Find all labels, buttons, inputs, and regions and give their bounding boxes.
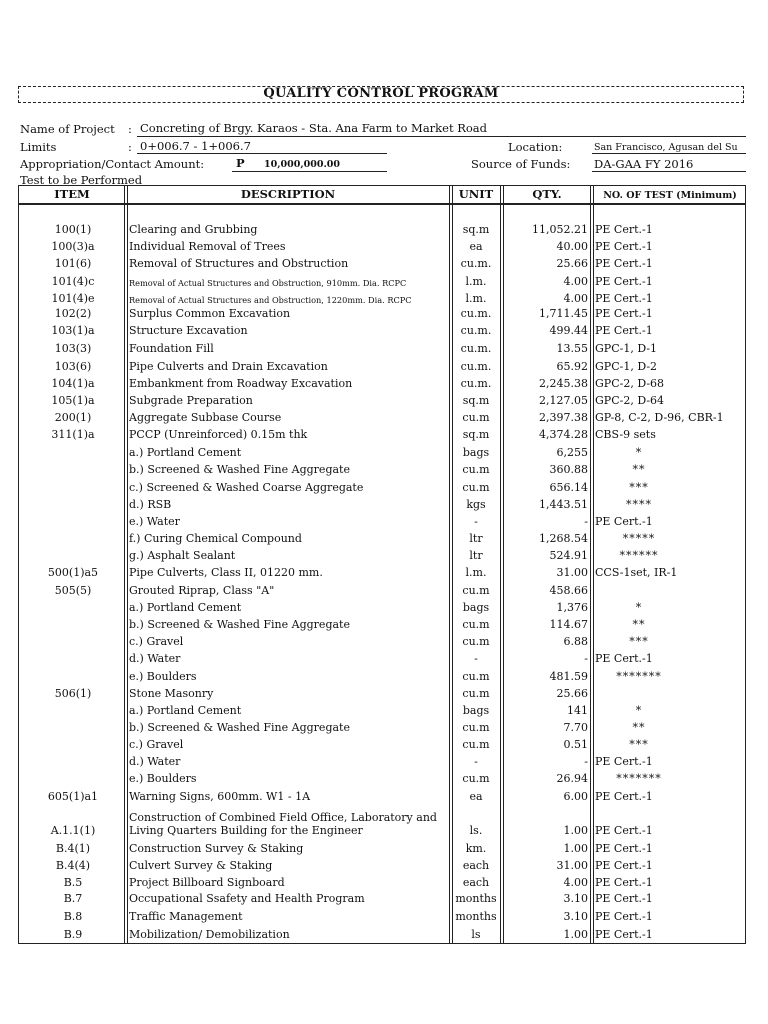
qty-cell: 360.88 <box>549 463 588 476</box>
test-cell: PE Cert.-1 <box>595 755 653 768</box>
unit-cell: l.m. <box>465 566 487 579</box>
test-cell: * <box>635 704 643 717</box>
funds-label: Source of Funds: <box>471 157 571 171</box>
test-cell: *** <box>629 481 649 494</box>
test-cell: ****** <box>619 549 659 562</box>
test-cell: GPC-1, D-1 <box>595 342 658 355</box>
qty-cell: 1,268.54 <box>539 532 588 545</box>
item-cell: 605(1)a1 <box>47 790 99 803</box>
unit-cell: - <box>474 755 478 768</box>
test-cell: PE Cert.-1 <box>595 892 653 905</box>
limits-colon: : <box>128 140 132 154</box>
amount-underline <box>232 171 387 172</box>
unit-cell: cu.m <box>462 772 490 785</box>
location-label: Location: <box>508 140 563 154</box>
table-row <box>0 790 768 807</box>
table-row <box>0 704 768 721</box>
test-cell: **** <box>626 498 652 511</box>
item-cell: 505(5) <box>54 584 92 597</box>
item-cell: B.5 <box>63 876 83 889</box>
item-cell: 103(1)a <box>51 324 95 337</box>
test-cell: ** <box>632 618 646 631</box>
item-cell: 101(6) <box>54 257 92 270</box>
qty-cell: 6.00 <box>563 790 588 803</box>
header-item: ITEM <box>54 187 90 201</box>
table-row <box>0 498 768 515</box>
qty-cell: 1.00 <box>563 842 588 855</box>
table-row <box>0 324 768 341</box>
qty-cell: - <box>584 755 588 768</box>
table-row <box>0 223 768 240</box>
description-cell: Culvert Survey & Staking <box>129 859 273 872</box>
table-row <box>0 307 768 324</box>
test-cell: GP-8, C-2, D-96, CBR-1 <box>595 411 724 424</box>
location-value: San Francisco, Agusan del Su <box>594 142 738 153</box>
table-row <box>0 618 768 635</box>
description-cell: Aggregate Subbase Course <box>129 411 282 424</box>
description-cell: Foundation Fill <box>129 342 214 355</box>
unit-cell: cu.m <box>462 618 490 631</box>
qty-cell: 40.00 <box>556 240 588 253</box>
qty-cell: 1,376 <box>556 601 588 614</box>
item-cell: 506(1) <box>54 687 92 700</box>
qty-cell: 31.00 <box>556 859 588 872</box>
item-cell: 102(2) <box>54 307 92 320</box>
table-row <box>0 275 768 292</box>
qty-cell: 3.10 <box>563 910 588 923</box>
table-row <box>0 652 768 669</box>
table-row <box>0 411 768 428</box>
table-row <box>0 755 768 772</box>
unit-cell: cu.m <box>462 738 490 751</box>
unit-cell: cu.m <box>462 687 490 700</box>
test-cell: PE Cert.-1 <box>595 324 653 337</box>
qty-cell: 6,255 <box>556 446 588 459</box>
test-cell: ******* <box>616 670 662 683</box>
currency-symbol: P <box>236 156 245 170</box>
qty-cell: 2,245.38 <box>539 377 588 390</box>
unit-cell: sq.m <box>462 223 490 236</box>
header-description: DESCRIPTION <box>240 187 336 201</box>
unit-cell: sq.m <box>462 428 490 441</box>
description-cell: Subgrade Preparation <box>129 394 253 407</box>
qty-cell: 2,397.38 <box>539 411 588 424</box>
item-cell: 104(1)a <box>51 377 95 390</box>
unit-cell: ea <box>469 790 483 803</box>
unit-cell: ltr <box>469 532 483 545</box>
item-cell: 100(3)a <box>51 240 95 253</box>
description-cell: Stone Masonry <box>129 687 214 700</box>
table-row <box>0 824 768 841</box>
description-cell: b.) Screened & Washed Fine Aggregate <box>129 721 350 734</box>
qty-cell: 25.66 <box>556 257 588 270</box>
qty-cell: 1.00 <box>563 824 588 837</box>
test-cell: PE Cert.-1 <box>595 515 653 528</box>
qty-cell: 481.59 <box>549 670 588 683</box>
qty-cell: 4.00 <box>563 292 588 305</box>
description-cell: Clearing and Grubbing <box>129 223 258 236</box>
unit-cell: - <box>474 515 478 528</box>
description-cell: PCCP (Unreinforced) 0.15m thk <box>129 428 308 441</box>
unit-cell: cu.m. <box>460 324 492 337</box>
description-cell: Traffic Management <box>129 910 243 923</box>
qty-cell: 31.00 <box>556 566 588 579</box>
unit-cell: cu.m. <box>460 342 492 355</box>
description-cell: Surplus Common Excavation <box>129 307 291 320</box>
unit-cell: cu.m <box>462 635 490 648</box>
item-cell: B.8 <box>63 910 83 923</box>
qty-cell: 0.51 <box>563 738 588 751</box>
table-row <box>0 257 768 274</box>
table-row <box>0 928 768 945</box>
table-row <box>0 481 768 498</box>
item-cell: 105(1)a <box>51 394 95 407</box>
test-cell: PE Cert.-1 <box>595 257 653 270</box>
qty-cell: 13.55 <box>556 342 588 355</box>
unit-cell: km. <box>465 842 487 855</box>
unit-cell: ltr <box>469 549 483 562</box>
table-row <box>0 859 768 876</box>
qty-cell: 4.00 <box>563 876 588 889</box>
table-row <box>0 842 768 859</box>
funds-value: DA-GAA FY 2016 <box>594 157 694 171</box>
test-cell: PE Cert.-1 <box>595 275 653 288</box>
amount-value: 10,000,000.00 <box>264 159 341 170</box>
table-row <box>0 635 768 652</box>
qty-cell: 499.44 <box>549 324 588 337</box>
description-cell: d.) Water <box>129 652 181 665</box>
unit-cell: months <box>455 892 497 905</box>
table-row <box>0 446 768 463</box>
description-cell: d.) Water <box>129 755 181 768</box>
unit-cell: cu.m. <box>460 360 492 373</box>
description-cell: Project Billboard Signboard <box>129 876 285 889</box>
qty-cell: 458.66 <box>549 584 588 597</box>
item-cell: 500(1)a5 <box>47 566 99 579</box>
description-cell: Living Quarters Building for the Engineer <box>129 824 363 837</box>
description-cell-line1: Construction of Combined Field Office, Laboratory and <box>129 811 437 824</box>
location-underline <box>592 153 746 154</box>
unit-cell: each <box>462 859 490 872</box>
test-cell: CCS-1set, IR-1 <box>595 566 678 579</box>
table-row <box>0 549 768 566</box>
description-cell: a.) Portland Cement <box>129 704 242 717</box>
table-row <box>0 772 768 789</box>
unit-cell: ea <box>469 240 483 253</box>
qty-cell: 26.94 <box>556 772 588 785</box>
description-cell: a.) Portland Cement <box>129 446 242 459</box>
test-cell: *** <box>629 738 649 751</box>
description-cell: Pipe Culverts and Drain Excavation <box>129 360 328 373</box>
qty-cell: 1,711.45 <box>539 307 588 320</box>
description-cell: e.) Boulders <box>129 772 197 785</box>
test-cell: * <box>635 601 643 614</box>
test-cell: PE Cert.-1 <box>595 652 653 665</box>
table-row <box>0 566 768 583</box>
item-cell: A.1.1(1) <box>50 824 96 837</box>
qty-cell: 656.14 <box>549 481 588 494</box>
test-cell: GPC-1, D-2 <box>595 360 658 373</box>
item-cell: B.4(1) <box>55 842 91 855</box>
description-cell: b.) Screened & Washed Fine Aggregate <box>129 618 350 631</box>
qty-cell: 4.00 <box>563 275 588 288</box>
description-cell: Occupational Ssafety and Health Program <box>129 892 365 905</box>
qty-cell: 4,374.28 <box>539 428 588 441</box>
test-cell: PE Cert.-1 <box>595 842 653 855</box>
item-cell: 311(1)a <box>51 428 95 441</box>
test-cell: PE Cert.-1 <box>595 876 653 889</box>
table-row <box>0 687 768 704</box>
item-cell: 100(1) <box>54 223 92 236</box>
table-row <box>0 428 768 445</box>
page-title: QUALITY CONTROL PROGRAM <box>263 86 499 101</box>
unit-cell: cu.m <box>462 481 490 494</box>
qty-cell: - <box>584 652 588 665</box>
test-cell: PE Cert.-1 <box>595 223 653 236</box>
limits-value: 0+006.7 - 1+006.7 <box>140 139 251 153</box>
unit-cell: kgs <box>466 498 486 511</box>
header-tests: NO. OF TEST (Minimum) <box>603 190 737 201</box>
test-cell: PE Cert.-1 <box>595 292 653 305</box>
description-cell: b.) Screened & Washed Fine Aggregate <box>129 463 350 476</box>
unit-cell: cu.m <box>462 411 490 424</box>
description-cell: Removal of Actual Structures and Obstruction, 1220mm. Dia. RCPC <box>129 295 412 305</box>
item-cell: B.4(4) <box>55 859 91 872</box>
unit-cell: cu.m. <box>460 257 492 270</box>
unit-cell: cu.m <box>462 463 490 476</box>
test-cell: GPC-2, D-64 <box>595 394 665 407</box>
table-row <box>0 670 768 687</box>
description-cell: d.) RSB <box>129 498 172 511</box>
item-cell: B.7 <box>63 892 83 905</box>
qty-cell: 524.91 <box>549 549 588 562</box>
qty-cell: - <box>584 515 588 528</box>
test-cell: PE Cert.-1 <box>595 240 653 253</box>
test-cell: GPC-2, D-68 <box>595 377 665 390</box>
unit-cell: ls <box>471 928 481 941</box>
table-row <box>0 360 768 377</box>
description-cell: Embankment from Roadway Excavation <box>129 377 353 390</box>
unit-cell: cu.m <box>462 584 490 597</box>
qty-cell: 11,052.21 <box>532 223 588 236</box>
project-name-colon: : <box>128 122 132 136</box>
description-cell: Individual Removal of Trees <box>129 240 286 253</box>
test-cell: * <box>635 446 643 459</box>
table-row <box>0 342 768 359</box>
qty-cell: 1.00 <box>563 928 588 941</box>
item-cell: B.9 <box>63 928 83 941</box>
table-row <box>0 738 768 755</box>
unit-cell: bags <box>462 446 490 459</box>
description-cell: e.) Boulders <box>129 670 197 683</box>
project-name-label: Name of Project <box>20 122 115 136</box>
unit-cell: sq.m <box>462 394 490 407</box>
test-cell: PE Cert.-1 <box>595 859 653 872</box>
unit-cell: ls. <box>469 824 483 837</box>
test-cell: ** <box>632 463 646 476</box>
unit-cell: bags <box>462 704 490 717</box>
header-qty: QTY. <box>532 187 562 201</box>
qty-cell: 2,127.05 <box>539 394 588 407</box>
unit-cell: cu.m. <box>460 307 492 320</box>
appropriation-label: Appropriation/Contact Amount: <box>20 157 205 171</box>
table-row <box>0 910 768 927</box>
tests-label: Test to be Performed <box>20 173 143 187</box>
table-row <box>0 463 768 480</box>
unit-cell: - <box>474 652 478 665</box>
test-cell: PE Cert.-1 <box>595 928 653 941</box>
table-row <box>0 377 768 394</box>
description-cell: Mobilization/ Demobilization <box>129 928 290 941</box>
table-row <box>0 515 768 532</box>
table-row <box>0 394 768 411</box>
description-cell: Removal of Actual Structures and Obstruction, 910mm. Dia. RCPC <box>129 278 407 288</box>
description-cell: a.) Portland Cement <box>129 601 242 614</box>
item-cell: 101(4)c <box>51 275 95 288</box>
table-row <box>0 240 768 257</box>
test-cell: CBS-9 sets <box>595 428 656 441</box>
item-cell: 103(6) <box>54 360 92 373</box>
qty-cell: 141 <box>567 704 588 717</box>
item-cell: 101(4)e <box>51 292 95 305</box>
qty-cell: 1,443.51 <box>539 498 588 511</box>
description-cell: Construction Survey & Staking <box>129 842 304 855</box>
test-cell: PE Cert.-1 <box>595 790 653 803</box>
table-row <box>0 876 768 893</box>
unit-cell: l.m. <box>465 292 487 305</box>
description-cell: Structure Excavation <box>129 324 248 337</box>
unit-cell: months <box>455 910 497 923</box>
project-name-value: Concreting of Brgy. Karaos - Sta. Ana Farm to Market Road <box>140 121 488 135</box>
test-cell: ***** <box>622 532 656 545</box>
description-cell: Removal of Structures and Obstruction <box>129 257 349 270</box>
qty-cell: 65.92 <box>556 360 588 373</box>
description-cell: c.) Screened & Washed Coarse Aggregate <box>129 481 364 494</box>
table-row <box>0 532 768 549</box>
table-row <box>0 601 768 618</box>
description-cell: Warning Signs, 600mm. W1 - 1A <box>129 790 311 803</box>
unit-cell: cu.m <box>462 721 490 734</box>
project-name-underline <box>137 136 746 137</box>
table-row <box>0 892 768 909</box>
header-unit: UNIT <box>458 187 494 201</box>
description-cell: g.) Asphalt Sealant <box>129 549 236 562</box>
unit-cell: cu.m <box>462 670 490 683</box>
description-cell: c.) Gravel <box>129 635 184 648</box>
description-cell: c.) Gravel <box>129 738 184 751</box>
qty-cell: 114.67 <box>549 618 588 631</box>
qty-cell: 3.10 <box>563 892 588 905</box>
limits-underline <box>137 153 387 154</box>
unit-cell: bags <box>462 601 490 614</box>
qty-cell: 7.70 <box>563 721 588 734</box>
qty-cell: 6.88 <box>563 635 588 648</box>
table-row <box>0 721 768 738</box>
funds-underline <box>592 171 746 172</box>
description-cell: Pipe Culverts, Class II, 01220 mm. <box>129 566 323 579</box>
unit-cell: each <box>462 876 490 889</box>
description-cell: e.) Water <box>129 515 180 528</box>
test-cell: ******* <box>616 772 662 785</box>
item-cell: 200(1) <box>54 411 92 424</box>
item-cell: 103(3) <box>54 342 92 355</box>
test-cell: PE Cert.-1 <box>595 910 653 923</box>
qty-cell: 25.66 <box>556 687 588 700</box>
limits-label: Limits <box>20 140 57 154</box>
title-box <box>18 86 744 103</box>
unit-cell: cu.m. <box>460 377 492 390</box>
test-cell: ** <box>632 721 646 734</box>
unit-cell: l.m. <box>465 275 487 288</box>
test-cell: *** <box>629 635 649 648</box>
description-cell: f.) Curing Chemical Compound <box>129 532 302 545</box>
test-cell: PE Cert.-1 <box>595 307 653 320</box>
table-row <box>0 584 768 601</box>
description-cell: Grouted Riprap, Class "A" <box>129 584 275 597</box>
test-cell: PE Cert.-1 <box>595 824 653 837</box>
